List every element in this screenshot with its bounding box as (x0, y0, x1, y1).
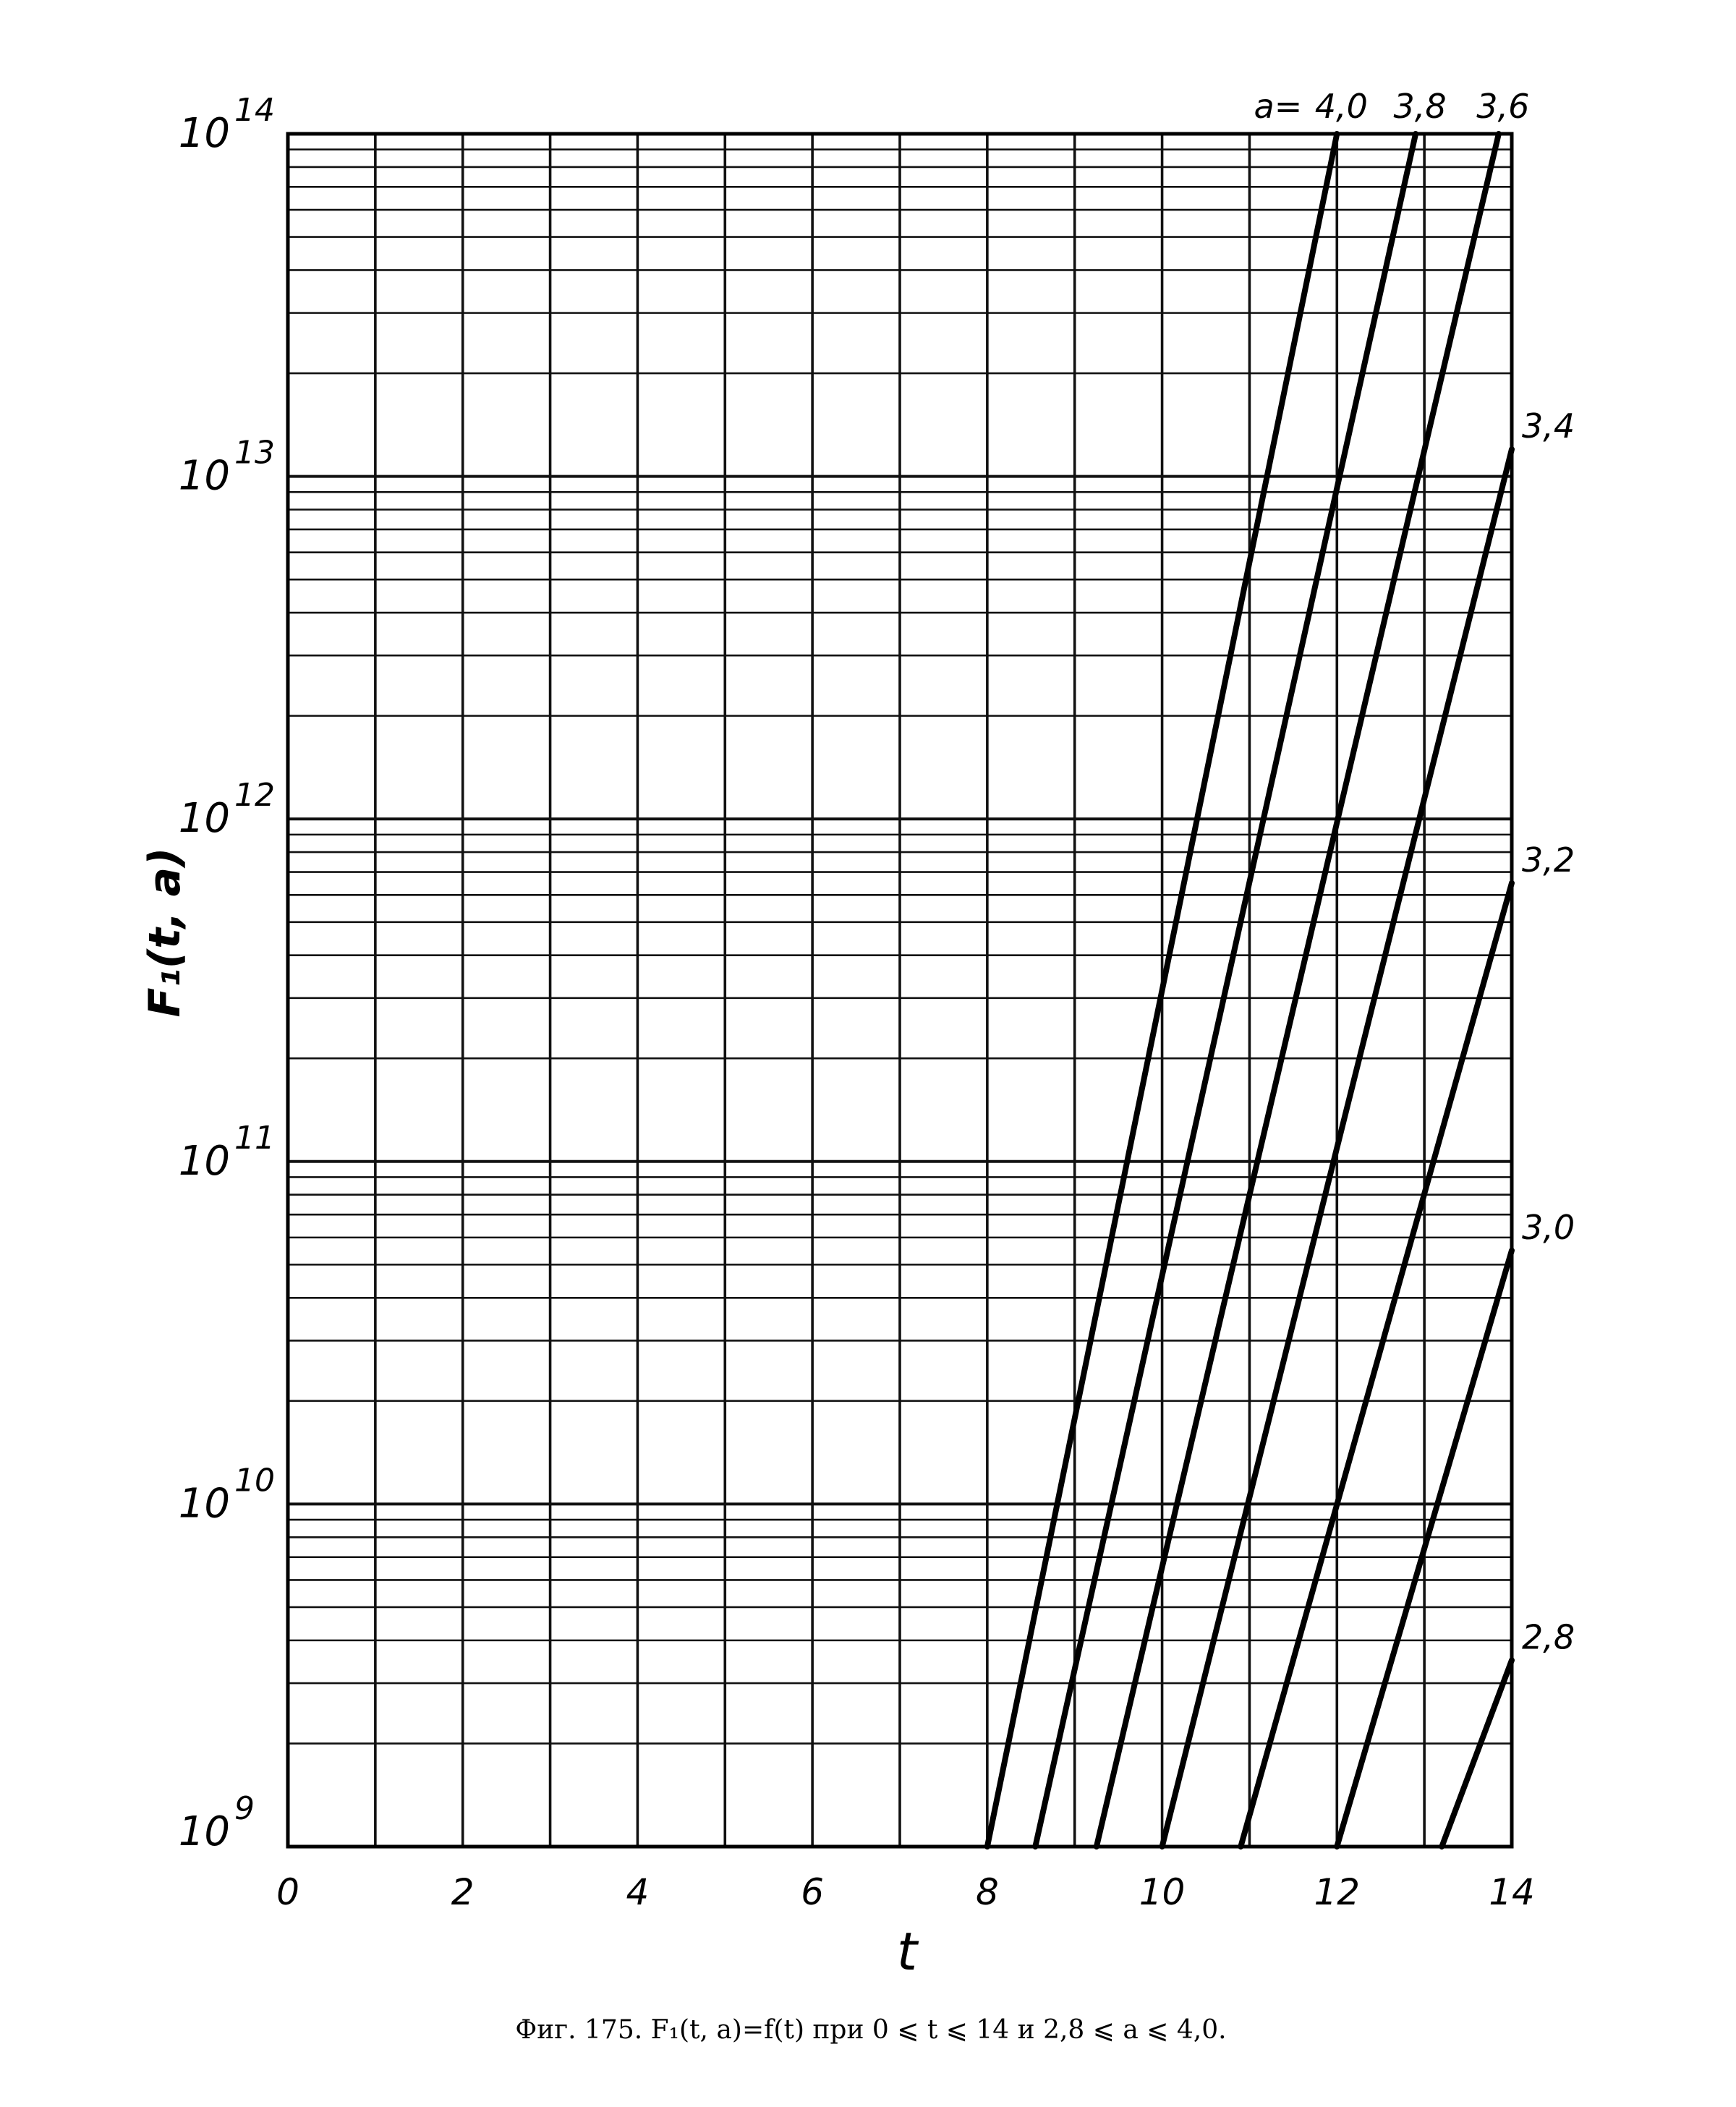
y-tick-exponent: 11 (234, 1119, 275, 1157)
y-tick-exponent: 13 (234, 434, 275, 472)
y-axis-label: F₁(t, a) (140, 847, 190, 1018)
y-tick-exponent: 9 (234, 1790, 255, 1827)
x-axis-label: t (896, 1921, 918, 1982)
series-label: 3,0 (1522, 1207, 1575, 1247)
x-tick-labels (276, 1871, 1535, 1913)
x-tick-label: 14 (1489, 1871, 1535, 1913)
y-tick-exponent: 10 (234, 1462, 275, 1499)
y-tick-label: 10 (178, 452, 230, 500)
y-tick-exponent: 12 (234, 777, 275, 814)
y-tick-label: 10 (178, 795, 230, 843)
x-tick-label: 12 (1314, 1871, 1361, 1913)
series-label: 3,6 (1476, 87, 1530, 126)
series-label: 2,8 (1522, 1617, 1575, 1657)
y-tick-labels (179, 92, 275, 1855)
x-tick-label: 6 (801, 1871, 825, 1913)
legend-prefix: a= (1254, 87, 1303, 126)
series-line-a-2-8 (1442, 1660, 1512, 1847)
y-tick-label: 10 (178, 1808, 230, 1855)
y-tick-label: 10 (178, 1137, 230, 1185)
series-label: 3,4 (1522, 406, 1575, 446)
grid (288, 134, 1512, 1847)
series-label: 3,2 (1522, 840, 1575, 880)
series-label: 4,0 (1314, 87, 1368, 126)
x-tick-label: 4 (626, 1871, 650, 1913)
x-tick-label: 2 (451, 1871, 475, 1913)
y-tick-exponent: 14 (234, 92, 275, 129)
x-tick-label: 10 (1139, 1871, 1186, 1913)
y-tick-label: 10 (178, 110, 230, 157)
series-label: 3,8 (1393, 87, 1447, 126)
x-tick-label: 0 (276, 1871, 299, 1913)
y-tick-label: 10 (178, 1480, 230, 1528)
series-line-a-3-6 (1097, 134, 1499, 1847)
figure-caption: Фиг. 175. F₁(t, a)=f(t) при 0 ⩽ t ⩽ 14 и 2,8 ⩽ a ⩽ 4,0. (515, 2015, 1227, 2045)
x-tick-label: 8 (975, 1871, 999, 1913)
